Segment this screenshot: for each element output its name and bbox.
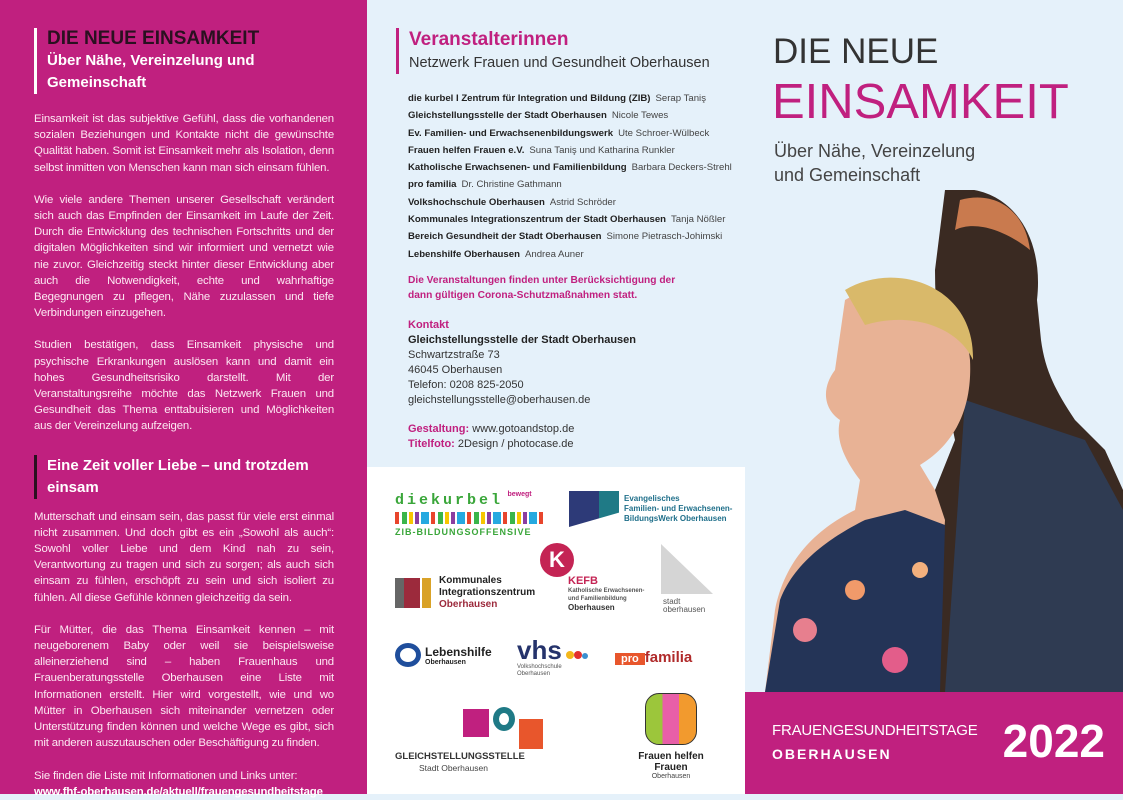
intro-text [34,111,334,435]
left-panel [0,0,367,798]
logo-text: GLEICH [395,751,431,762]
organization-name: die kurbel I Zentrum für Integration und Bildung (ZIB) [408,93,651,104]
organizers-subheading: Netzwerk Frauen und Gesundheit Oberhausen [409,55,710,71]
note-line: Die Veranstaltungen finden unter Berücksichtigung der [408,275,676,286]
organization-name: pro familia [408,179,457,191]
event-year: 2022 [1002,715,1105,767]
logo-kefb [540,543,644,612]
contact-person: Simone Pietrasch-Johimski [606,231,723,243]
ev-house-icon [569,491,619,527]
organizer-item [408,90,732,107]
logo-text: Lebenshilfe [425,644,492,659]
contact-person: Nicole Tewes [611,110,669,122]
photo-label: Titelfoto: [408,438,455,450]
logo-line: Evangelisches [624,494,680,503]
main-subheading: Über Nähe, Vereinzelung und Gemeinschaft [47,52,255,91]
logo-tag: bewegt [507,491,532,498]
main-heading: DIE NEUE EINSAMKEIT [47,28,260,49]
symbol-shape [463,709,489,737]
contact-street: Schwartzstraße 73 [408,349,500,361]
contact-block [408,318,636,452]
logo-line: Oberhausen [651,773,691,780]
contact-email[interactable]: gleichstellungsstelle@oberhausen.de [408,394,591,406]
logo-stadt-oberhausen [661,544,713,614]
logo-pro-familia [615,649,692,666]
cover-title-line2: EINSAMKEIT [772,75,1069,129]
logo-text: vhs [517,635,562,665]
event-name: FRAUENGESUNDHEITSTAGE [772,722,978,739]
logo-kommunales-integrationszentrum [395,575,535,611]
footer-band [745,692,1123,794]
organization-name: Lebenshilfe Oberhausen [408,248,520,260]
section-heading-block [34,455,334,499]
paragraph: Einsamkeit ist das subjektive Gefühl, dass die vorhandenen sozialen Beziehungen und Kontakte nicht die gewünschte Qualität haben. Somit ist Einsamkeit mehr als Isolation, denn selbst inmitten von Menschen kann man sich einsam fühlen. [34,113,334,174]
paragraph: Mutterschaft und einsam sein, das passt für viele erst einmal nicht zusammen. Und doch gibt es ein „Sowohl als auch“: Sowohl voller Liebe und dem Kind nah zu sein, Verantwortung zu tragen und sich zu sorgen; als auch sich einsam zu fühlen, erschöpft zu sein und sich isoliert zu fühlen. All diese Gefühle können gleichzeitig da sein. [34,510,334,604]
lebenshilfe-icon [395,643,421,667]
corona-note [408,274,675,303]
organizer-item [408,211,732,228]
triangle-shape [661,544,713,594]
main-heading-block [34,28,334,94]
organization-name: Volkshochschule Oberhausen [408,196,545,208]
info-link[interactable]: www.fhf-oberhausen.de/aktuell/frauengesundheitstage [34,785,323,798]
contact-person: Tanja Nößler [671,214,726,226]
organization-name: Ev. Familien- und Erwachsenenbildungswerk [408,127,614,139]
left-column [34,28,334,800]
symbol-shape [519,719,543,749]
design-label: Gestaltung: [408,423,470,435]
contact-person: Barbara Deckers-Strehl [631,162,732,174]
organizer-item [408,142,732,159]
organization-name: Frauen helfen Frauen e.V. [408,144,525,156]
organizer-item [408,107,732,124]
logo-line: Stadt Oberhausen [419,763,488,773]
logo-text: KEFB [568,575,598,587]
dot-icon [574,651,582,659]
organization-name: Bereich Gesundheit der Stadt Oberhausen [408,231,602,243]
cover-panel [745,0,1123,794]
organizer-item [408,159,732,176]
contact-city: 46045 Oberhausen [408,364,503,376]
contact-label: Kontakt [408,319,449,331]
logo-line: Integrationszentrum [439,587,536,598]
contact-person: Serap Taniş [655,93,706,104]
logo-frauen-helfen-frauen [621,693,721,780]
logo-pro: pro [615,653,645,665]
organizer-item [408,176,732,193]
organization-name: Katholische Erwachsenen- und Familienbildung [408,162,627,174]
logo-text: diekurbel [395,492,504,509]
paragraph: Wie viele andere Themen unserer Gesellschaft verändert sich auch das Empfinden der Einsamkeit im Laufe der Zeit. Durch die Entwicklung des technischen Fortschritts und der digitalen Möglichkeiten sind wir informiert und vernetzt wie nie zuvor. Gleichzeitig steckt hinter dieser Entwicklung aber auch die Notwendigkeit, echte und wahrhaftige Begegnungen zu pflegen, Nähe zuzulassen und tiefe Verbindungen einzugehen. [34,193,334,320]
logo-gleichstellungsstelle [395,699,575,774]
logo-ev-bildungswerk [569,491,732,527]
flower-pattern [845,580,865,600]
logo-line: und Familienbildung [568,596,627,602]
dress-left [765,510,945,692]
organizers-panel [367,0,745,467]
logo-line: Katholische Erwachsenen- [568,588,645,594]
subtitle-line: Über Nähe, Vereinzelung [774,141,976,161]
cover-title-line1: DIE NEUE [773,32,939,71]
cover-subtitle [774,139,975,187]
contact-person: Andrea Auner [524,248,584,260]
logo-die-kurbel [395,491,545,537]
dot-icon [582,653,588,659]
organizer-list [408,90,732,263]
photo-credit: 2Design / photocase.de [457,438,574,450]
logo-lebenshilfe [395,643,492,667]
organizer-item [408,228,732,245]
logo-subtitle: ZIB-BILDUNGSOFFENSIVE [395,527,532,537]
logo-line: BildungsWerk Oberhausen [624,514,727,523]
logo-line: Familien- und Erwachsenen- [624,504,733,513]
contact-person: Suna Taniş und Katharina Runkler [529,144,675,156]
logo-text: familia [644,649,693,666]
kefb-k-icon: K [540,543,574,577]
flower-pattern [912,562,928,578]
subtitle-line: und Gemeinschaft [774,165,921,185]
faces-icon [645,693,697,745]
color-bars [395,512,545,524]
organizer-item [408,246,732,263]
paragraph: Für Mütter, die das Thema Einsamkeit kennen – mit neugeborenem Baby oder weil sie beispielsweise alleinerziehend sind – haben Frauenhaus und Frauenberatungsstelle Oberhausen eine Liste mit Informationen erstellt. Hier wird vorgestellt, wie und wo Mütter in Oberhausen sich miteinander vernetzen oder Unterstützung finden können und welche Wege es gibt, sich mit anderen auszutauschen oder Beschäftigung zu finden. [34,623,334,750]
contact-person: Astrid Schröder [549,196,616,208]
flower-pattern [793,618,817,642]
note-line: dann gültigen Corona-Schutzmaßnahmen statt. [408,289,638,301]
ki-icon [395,578,431,608]
organizer-item [408,194,732,211]
dot-icon [566,651,574,659]
symbol-shape [493,707,515,731]
logo-line: stadt [663,597,681,606]
logo-line: Kommunales [439,575,502,586]
logo-line: Oberhausen [425,658,466,666]
logo-line: Oberhausen [517,671,551,677]
logo-line: oberhausen [663,605,706,614]
logo-line: Volkshochschule [517,664,562,670]
logo-text: Frauen helfen Frauen [638,751,704,773]
flower-pattern [882,647,908,673]
logo-line: Oberhausen [439,599,498,610]
logo-vhs [517,637,588,678]
contact-phone: Telefon: 0208 825-2050 [408,379,524,391]
logo-text: STELLUNGSSTELLE [430,751,525,762]
design-credit[interactable]: www.gotoandstop.de [472,423,575,435]
cover-photo [745,190,1123,692]
organization-name: Gleichstellungsstelle der Stadt Oberhausen [408,110,607,122]
event-city: OBERHAUSEN [772,746,892,762]
partner-logos [367,467,745,794]
organizer-item [408,125,732,142]
organizers-heading-block [396,28,710,74]
organizers-heading: Veranstalterinnen [409,29,569,50]
section-heading: Eine Zeit voller Liebe – und trotzdem einsam [47,456,309,496]
contact-person: Dr. Christine Gathmann [461,179,562,191]
paragraph: Studien bestätigen, dass Einsamkeit physische und psychische Erkrankungen auslösen kann und damit ein hohes Gesundheitsrisiko darstellt. Mit der Veranstaltungsreihe möchte das Netzwerk Frauen und Gesundheit das Thema enttabuisieren und Möglichkeiten aus der Vereinzelung aufzeigen. [34,339,334,433]
section-text [34,509,334,800]
link-intro: Sie finden die Liste mit Informationen und Links unter: [34,769,298,782]
contact-person: Ute Schroer-Wülbeck [618,127,710,139]
organization-name: Kommunales Integrationszentrum der Stadt Oberhausen [408,214,667,226]
contact-name: Gleichstellungsstelle der Stadt Oberhausen [408,334,637,346]
logo-line: Oberhausen [568,603,615,612]
